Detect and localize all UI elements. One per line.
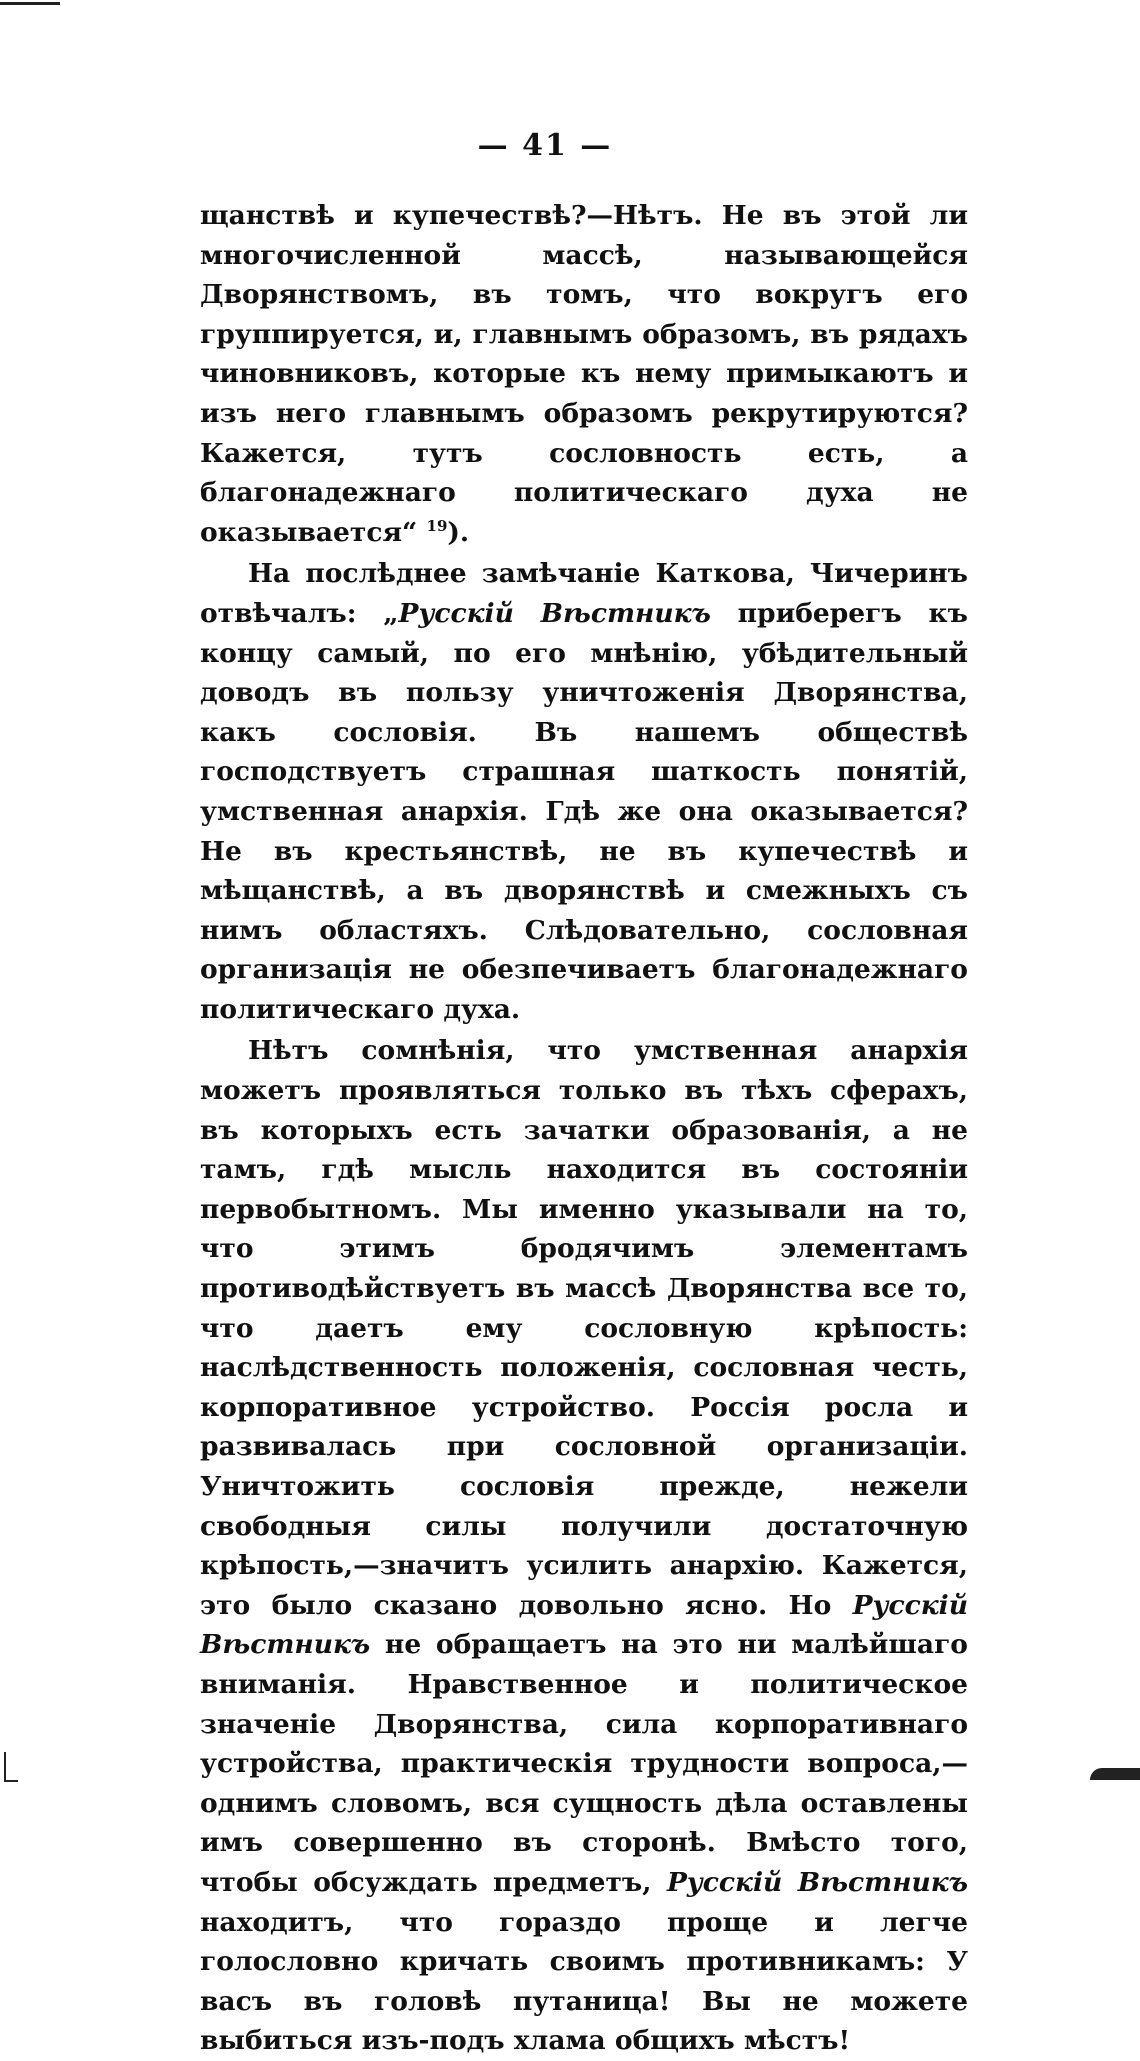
text-run: На послѣднее замѣчаніе Каткова, Чичеринъ отвѣчалъ: „ bbox=[200, 558, 968, 629]
paragraph bbox=[200, 196, 968, 552]
journal-title: Русскій Вѣстникъ bbox=[666, 1866, 968, 1898]
scan-mark-bottom-left bbox=[4, 1752, 6, 1782]
text-run: приберегъ къ концу самый, по его мнѣнію, убѣдительный доводъ въ пользу уничтоженія Дворянства, какъ сословія. Въ нашемъ обществѣ господствуетъ страшная шаткость понятій, умственная анархія. Гдѣ же она оказывается? Не въ крестьянствѣ, не въ купечествѣ и мѣщанствѣ, а въ дворянствѣ и смежныхъ съ нимъ областяхъ. Слѣдовательно, сословная организація не обезпечиваетъ благонадежнаго политическаго духа. bbox=[200, 597, 968, 1025]
page-number: — 41 — bbox=[477, 128, 613, 163]
paragraph bbox=[200, 554, 968, 1029]
journal-title: Русскій Вѣстникъ bbox=[398, 597, 711, 629]
scan-mark-bottom-left-foot bbox=[4, 1780, 18, 1782]
journal-title: Русскій Вѣстникъ bbox=[200, 1589, 968, 1661]
text-run: находитъ, что гораздо проще и легче голословно кричать своимъ противникамъ: У васъ въ головѣ путаница! Вы не можете выбиться изъ-подъ хлама общихъ мѣстъ! bbox=[200, 1906, 968, 2057]
text-run: не обращаетъ на это ни малѣйшаго вниманія. Нравственное и политическое значеніе Дворянства, сила корпоративнаго устройства, практическія трудности вопроса,—однимъ словомъ, вся сущность дѣла оставлены имъ совершенно въ сторонѣ. Вмѣсто того, чтобы обсуждать предметъ, bbox=[200, 1629, 968, 1898]
footnote-ref: 19 bbox=[426, 516, 448, 535]
text-run: щанствѣ и купечествѣ?—Нѣтъ. Не въ этой ли многочисленной массѣ, называющейся Дворянствомъ, въ томъ, что вокругъ его группируется, и, главнымъ образомъ, въ рядахъ чиновниковъ, которые къ нему примыкаютъ и изъ него главнымъ образомъ рекрутируются? Кажется, тутъ сословность есть, а благонадежнаго политическаго духа не оказывается“ bbox=[200, 200, 968, 548]
scan-mark-bottom-right bbox=[1090, 1768, 1140, 1780]
text-run: ). bbox=[447, 516, 470, 548]
text-run: Нѣтъ сомнѣнія, что умственная анархія можетъ проявляться только въ тѣхъ сферахъ, въ которыхъ есть зачатки образованія, а не тамъ, гдѣ мысль находится въ состояніи первобытномъ. Мы именно указывали на то, что этимъ бродячимъ элементамъ противодѣйствуетъ въ массѣ Дворянства все то, что даетъ ему сословную крѣпость: наслѣдственность положенія, сословная честь, корпоративное устройство. Россія росла и развивалась при сословной организаціи. Уничтожить сословія прежде, нежели свободныя силы получили достаточную крѣпость,—значитъ усилить анархію. Кажется, это было сказано довольно ясно. Но bbox=[200, 1035, 968, 1621]
body-text bbox=[200, 196, 968, 2061]
scan-mark-top-left bbox=[0, 2, 60, 5]
paragraph bbox=[200, 1031, 968, 2060]
